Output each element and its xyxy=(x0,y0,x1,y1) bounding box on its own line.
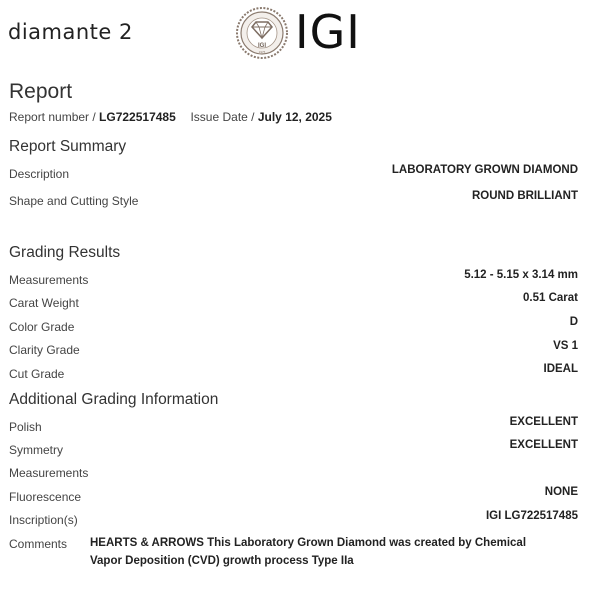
label-measurements: Measurements xyxy=(9,273,89,287)
value-cut-grade: IDEAL xyxy=(543,363,578,375)
label-comments: Comments xyxy=(9,537,68,551)
value-carat-weight: 0.51 Carat xyxy=(523,292,578,304)
value-clarity-grade: VS 1 xyxy=(553,340,578,352)
igi-seal-icon xyxy=(235,7,291,59)
section-report-summary: Report Summary xyxy=(9,138,127,155)
label-shape: Shape and Cutting Style xyxy=(9,194,139,208)
report-meta xyxy=(9,110,332,124)
label-polish: Polish xyxy=(9,420,42,434)
value-measurements: 5.12 - 5.15 x 3.14 mm xyxy=(464,269,578,281)
label-color-grade: Color Grade xyxy=(9,320,75,334)
label-symmetry: Symmetry xyxy=(9,443,63,457)
issue-date-label: Issue Date / xyxy=(190,110,258,124)
igi-wordmark: IGI xyxy=(295,5,361,59)
issue-date: July 12, 2025 xyxy=(257,110,332,124)
page-title: diamante 2 xyxy=(8,20,133,44)
label-inscriptions: Inscription(s) xyxy=(9,513,78,527)
value-fluorescence: NONE xyxy=(544,486,578,498)
value-color-grade: D xyxy=(569,316,578,328)
value-symmetry: EXCELLENT xyxy=(509,439,578,451)
report-heading: Report xyxy=(9,80,73,103)
value-shape: ROUND BRILLIANT xyxy=(471,190,578,202)
igi-logo xyxy=(235,7,363,59)
value-description: LABORATORY GROWN DIAMOND xyxy=(391,164,578,176)
report-number: LG722517485 xyxy=(99,110,176,124)
label-carat-weight: Carat Weight xyxy=(9,296,79,310)
report-number-label: Report number / xyxy=(9,110,100,124)
value-polish: EXCELLENT xyxy=(509,416,578,428)
label-clarity-grade: Clarity Grade xyxy=(9,343,80,357)
label-cut-grade: Cut Grade xyxy=(9,367,65,381)
label-description: Description xyxy=(9,167,70,181)
svg-text:IGI: IGI xyxy=(257,43,267,49)
section-grading-results: Grading Results xyxy=(9,244,121,261)
label-measurements-additional: Measurements xyxy=(9,466,89,480)
svg-text:1975: 1975 xyxy=(258,50,266,54)
value-comments: HEARTS & ARROWS This Laboratory Grown Diamond was created by Chemical Vapor Deposition (CVD) growth process Type IIa xyxy=(90,537,527,567)
value-inscriptions: IGI LG722517485 xyxy=(485,510,578,522)
section-additional-grading: Additional Grading Information xyxy=(9,391,219,408)
label-fluorescence: Fluorescence xyxy=(9,490,82,504)
